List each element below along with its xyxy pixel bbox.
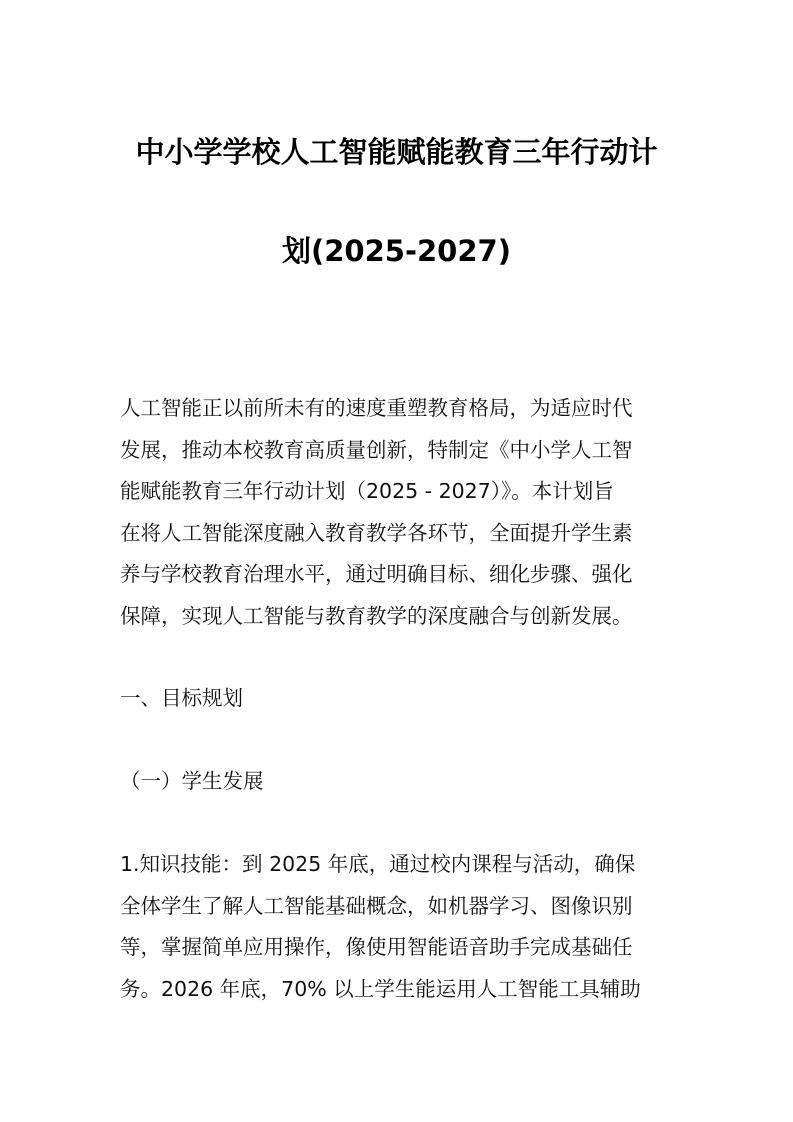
section-heading: 一、目标规划 xyxy=(120,686,243,710)
intro-paragraph xyxy=(120,388,680,637)
document-title-line-1: 中小学学校人工智能赋能教育三年行动计 xyxy=(135,135,658,169)
intro-line: 人工智能正以前所未有的速度重塑教育格局，为适应时代 xyxy=(120,396,633,420)
intro-line: 养与学校教育治理水平，通过明确目标、细化步骤、强化 xyxy=(120,562,633,586)
paragraph-line: 务。2026 年底，70% 以上学生能运用人工智能工具辅助 xyxy=(120,976,641,1001)
intro-line: 保障，实现人工智能与教育教学的深度融合与创新发展。 xyxy=(120,603,633,628)
paragraph-line: 全体学生了解人工智能基础概念，如机器学习、图像识别 xyxy=(120,893,633,918)
paragraph-line: 等，掌握简单应用操作，像使用智能语音助手完成基础任 xyxy=(120,935,633,959)
knowledge-skills-paragraph xyxy=(120,844,680,1010)
subsection-heading: （一）学生发展 xyxy=(120,769,264,793)
intro-line: 能赋能教育三年行动计划（2025 - 2027）》。本计划旨 xyxy=(120,479,614,503)
document-title-line-2: 划(2025-2027) xyxy=(282,234,511,268)
paragraph-line: 1.知识技能：到 2025 年底，通过校内课程与活动，确保 xyxy=(120,852,636,876)
intro-line: 发展，推动本校教育高质量创新，特制定《中小学人工智 xyxy=(120,437,633,462)
intro-line: 在将人工智能深度融入教育教学各环节，全面提升学生素 xyxy=(120,520,633,545)
